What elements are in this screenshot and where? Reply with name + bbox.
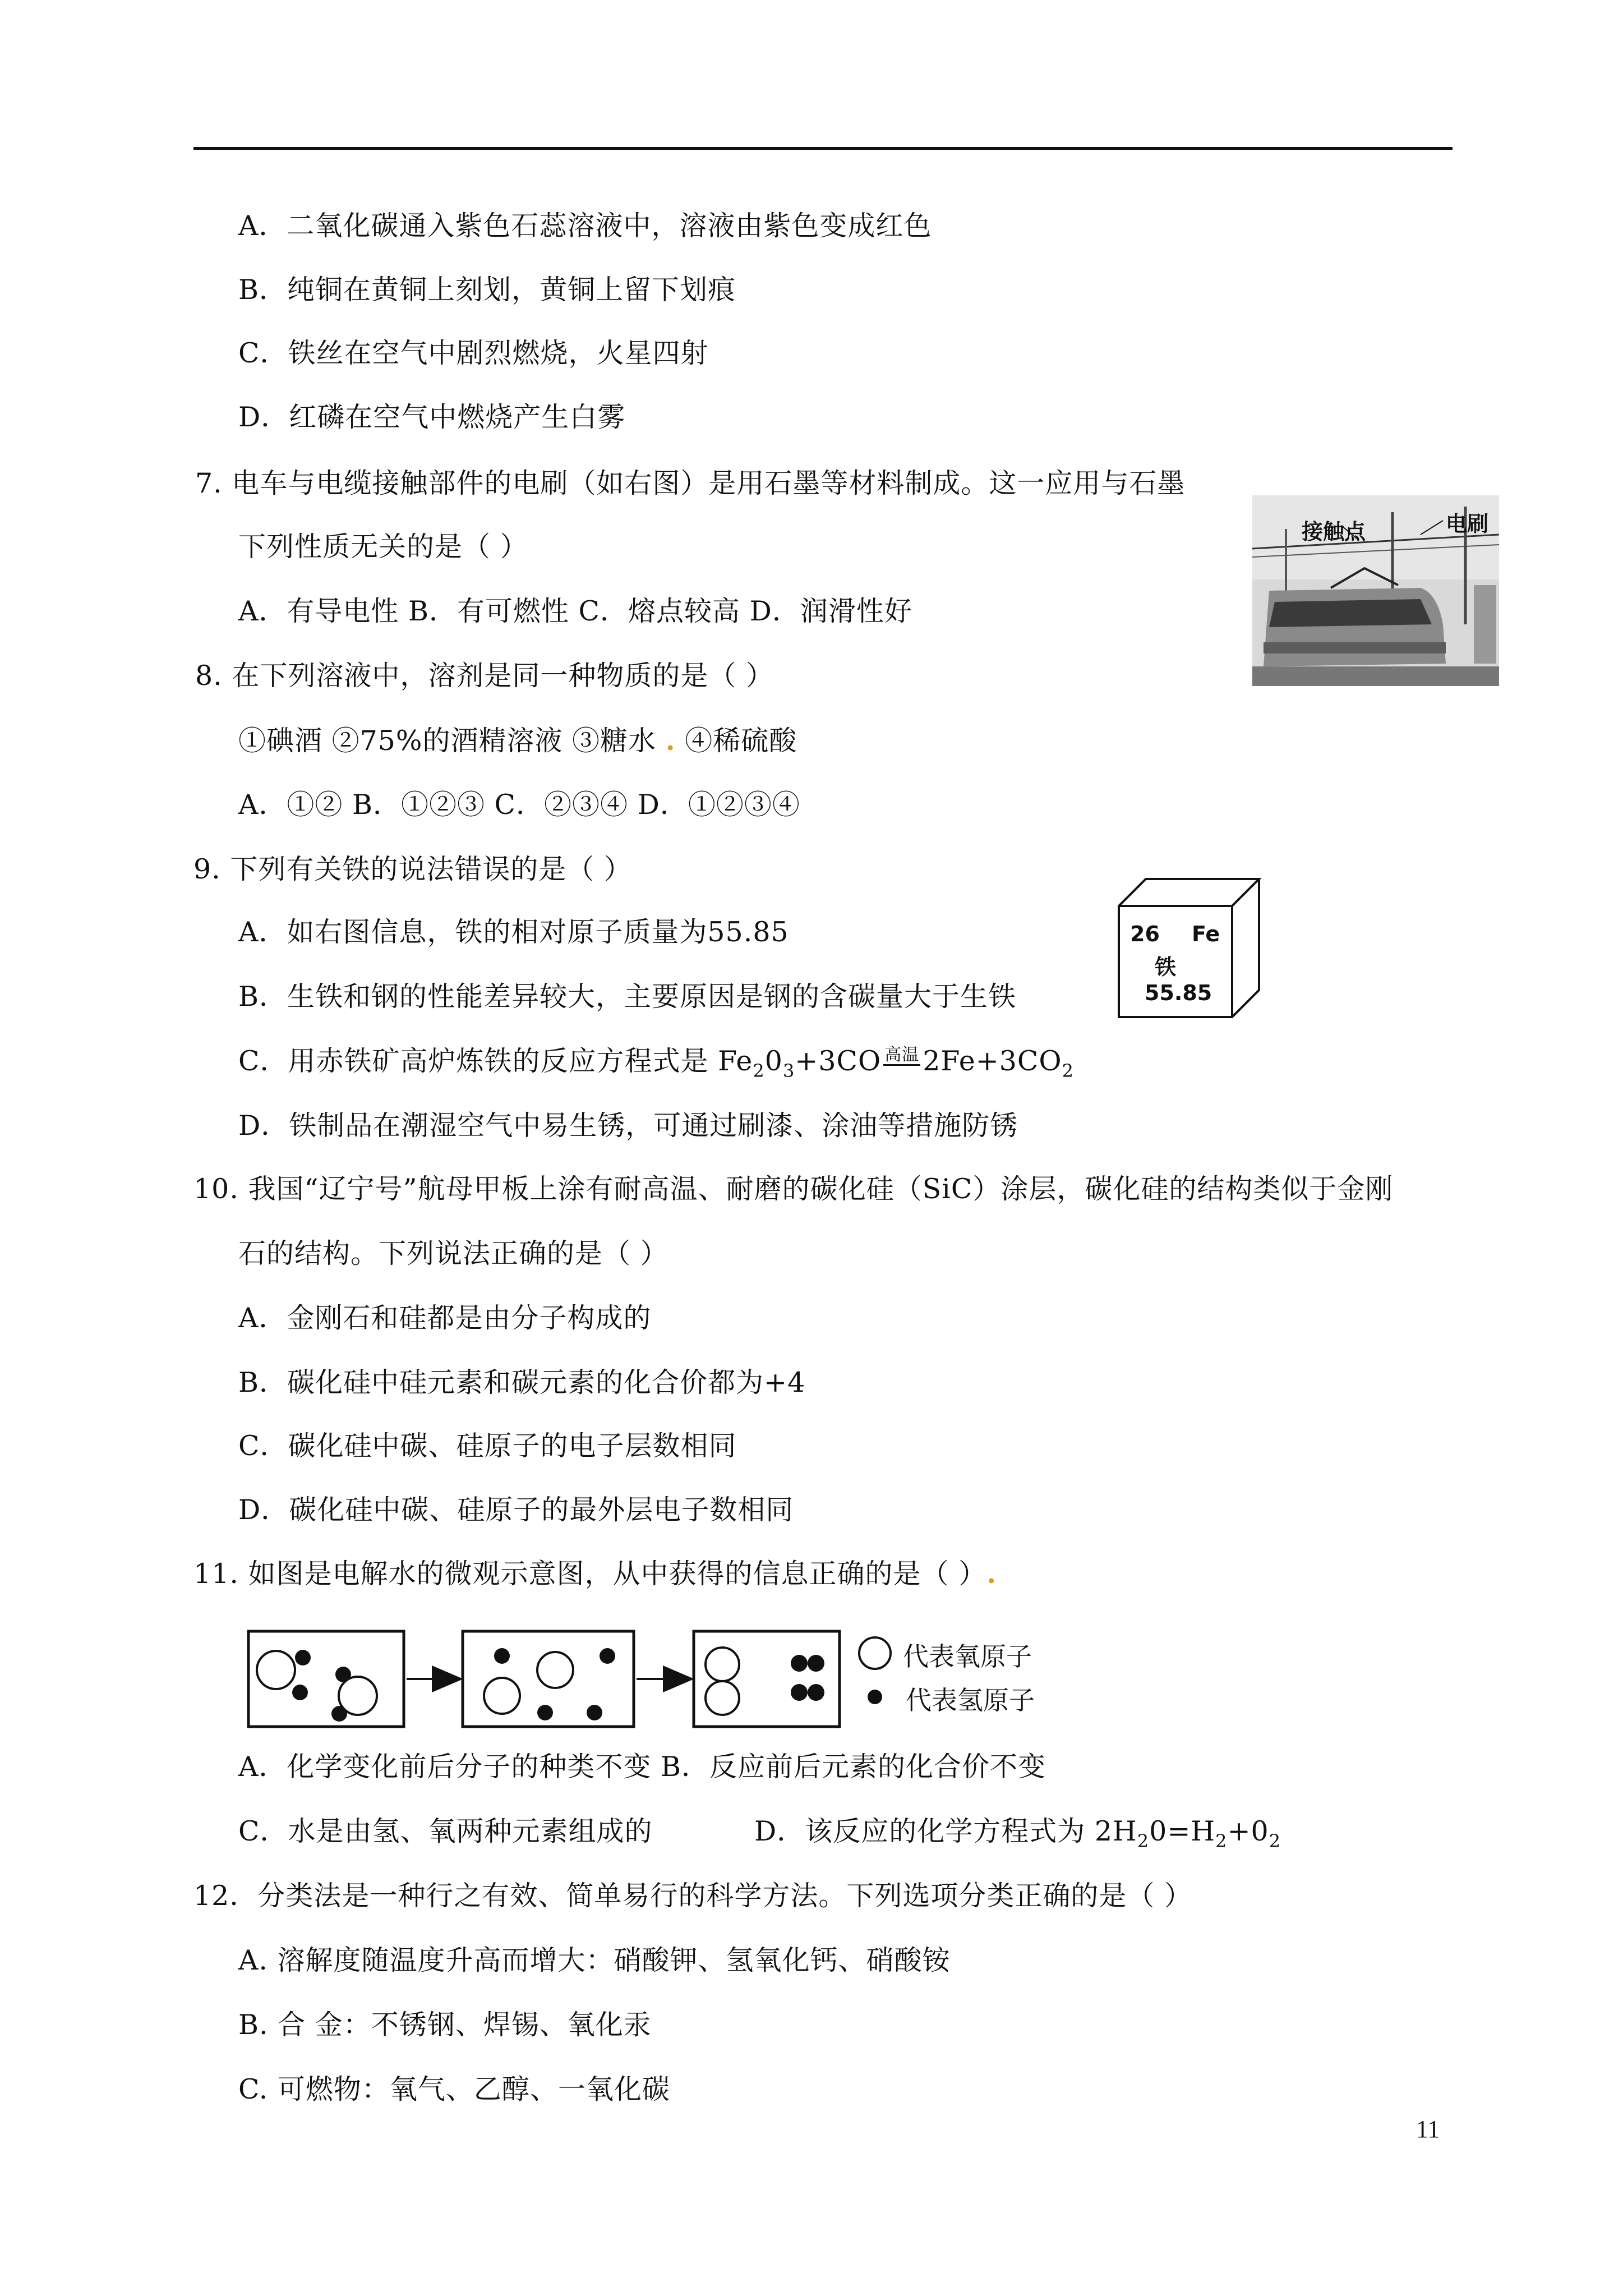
q8-stem: 8. 在下列溶液中，溶剂是同一种物质的是（ ） — [195, 660, 774, 692]
q11-d-sub3: 2 — [1269, 1830, 1281, 1852]
q11-d-mid: 0=H — [1149, 1815, 1216, 1847]
q12-option-c: C. 可燃物：氧气、乙醇、一氧化碳 — [238, 2073, 670, 2105]
q9-c-sub1: 2 — [753, 1060, 765, 1082]
q10-option-a: A．金刚石和硅都是由分子构成的 — [238, 1302, 652, 1334]
q6-option-d: D．红磷在空气中燃烧产生白雾 — [238, 401, 626, 433]
q11-stem — [193, 1557, 997, 1591]
q12-stem: 12．分类法是一种行之有效、简单易行的科学方法。下列选项分类正确的是（ ） — [193, 1880, 1192, 1912]
q9-c-condition: 高温 — [884, 1045, 920, 1065]
q9-c-prefix: C．用赤铁矿高炉炼铁的反应方程式是 Fe — [238, 1045, 753, 1077]
header-rule — [193, 147, 1453, 150]
electrolysis-diagram — [247, 1630, 1144, 1742]
q9-option-c — [238, 1045, 1074, 1088]
q11-d-mid2: +0 — [1227, 1815, 1269, 1847]
q11-d-prefix: D．该反应的化学方程式为 2H — [754, 1815, 1137, 1847]
q8-items-part1: ①碘酒 ②75%的酒精溶液 ③糖水 — [238, 725, 657, 757]
iron-element-box — [1118, 878, 1280, 1018]
tram-brush-label: 电刷 — [1446, 512, 1489, 536]
element-symbol: Fe — [1192, 922, 1220, 946]
q9-option-b: B．生铁和钢的性能差异较大，主要原因是钢的含碳量大于生铁 — [238, 981, 1017, 1013]
tram-contact-label: 接触点 — [1302, 519, 1366, 544]
q11-d-sub2: 2 — [1215, 1830, 1228, 1852]
q9-c-sub3: 2 — [1062, 1060, 1074, 1082]
element-number: 26 — [1130, 922, 1160, 946]
q11-options-ab: A．化学变化前后分子的种类不变 B．反应前后元素的化合价不变 — [238, 1751, 1046, 1783]
q10-stem-line2: 石的结构。下列说法正确的是（ ） — [238, 1237, 668, 1269]
q8-items-part2: ④稀硫酸 — [685, 725, 797, 757]
q6-option-c: C．铁丝在空气中剧烈燃烧，火星四射 — [238, 337, 709, 369]
q7-stem-line2: 下列性质无关的是（ ） — [238, 531, 528, 563]
q11-option-d — [754, 1815, 1281, 1858]
q12-option-b: B. 合 金：不锈钢、焊锡、氧化汞 — [238, 2009, 652, 2041]
q10-stem-line1: 10. 我国“辽宁号”航母甲板上涂有耐高温、耐磨的碳化硅（SiC）涂层，碳化硅的结构类似于金刚 — [193, 1173, 1394, 1205]
q6-option-a: A．二氧化碳通入紫色石蕊溶液中，溶液由紫色变成红色 — [238, 210, 932, 242]
q11-d-sub1: 2 — [1137, 1830, 1150, 1852]
legend-oxygen: 代表氧原子 — [903, 1641, 1032, 1672]
tram-photo — [1252, 495, 1499, 686]
q7-options: A．有导电性 B．有可燃性 C．熔点较高 D．润滑性好 — [238, 595, 912, 627]
q9-option-d: D．铁制品在潮湿空气中易生锈，可通过刷漆、涂油等措施防锈 — [238, 1110, 1018, 1142]
q9-option-a: A．如右图信息，铁的相对原子质量为55.85 — [238, 916, 789, 948]
q8-mark: . — [665, 724, 676, 757]
q7-stem-line1: 7. 电车与电缆接触部件的电刷（如右图）是用石墨等材料制成。这一应用与石墨 — [195, 467, 1186, 499]
q11-option-c: C．水是由氢、氧两种元素组成的 — [238, 1815, 653, 1847]
q9-c-sub2: 3 — [782, 1060, 795, 1082]
element-mass: 55.85 — [1145, 981, 1212, 1005]
q8-options: A．①② B．①②③ C．②③④ D．①②③④ — [238, 789, 800, 821]
q11-stem-text: 11. 如图是电解水的微观示意图，从中获得的信息正确的是（ ） — [193, 1558, 987, 1590]
q11-mark: . — [986, 1557, 997, 1590]
q10-option-d: D．碳化硅中碳、硅原子的最外层电子数相同 — [238, 1494, 794, 1526]
q9-c-mid1: 0 — [764, 1045, 783, 1077]
q10-option-c: C．碳化硅中碳、硅原子的电子层数相同 — [238, 1430, 737, 1462]
element-name: 铁 — [1155, 955, 1177, 979]
page-number: 11 — [1416, 2115, 1440, 2143]
q8-items — [238, 724, 797, 758]
q10-option-b: B．碳化硅中硅元素和碳元素的化合价都为+4 — [238, 1366, 806, 1398]
q9-c-mid2: +3CO — [795, 1045, 882, 1077]
q12-option-a: A. 溶解度随温度升高而增大：硝酸钾、氢氧化钙、硝酸铵 — [238, 1944, 951, 1976]
q9-c-mid3: 2Fe+3CO — [923, 1045, 1062, 1077]
q6-option-b: B．纯铜在黄铜上刻划，黄铜上留下划痕 — [238, 274, 736, 306]
legend-hydrogen: 代表氢原子 — [906, 1685, 1035, 1715]
q9-stem: 9. 下列有关铁的说法错误的是（ ） — [193, 853, 632, 885]
